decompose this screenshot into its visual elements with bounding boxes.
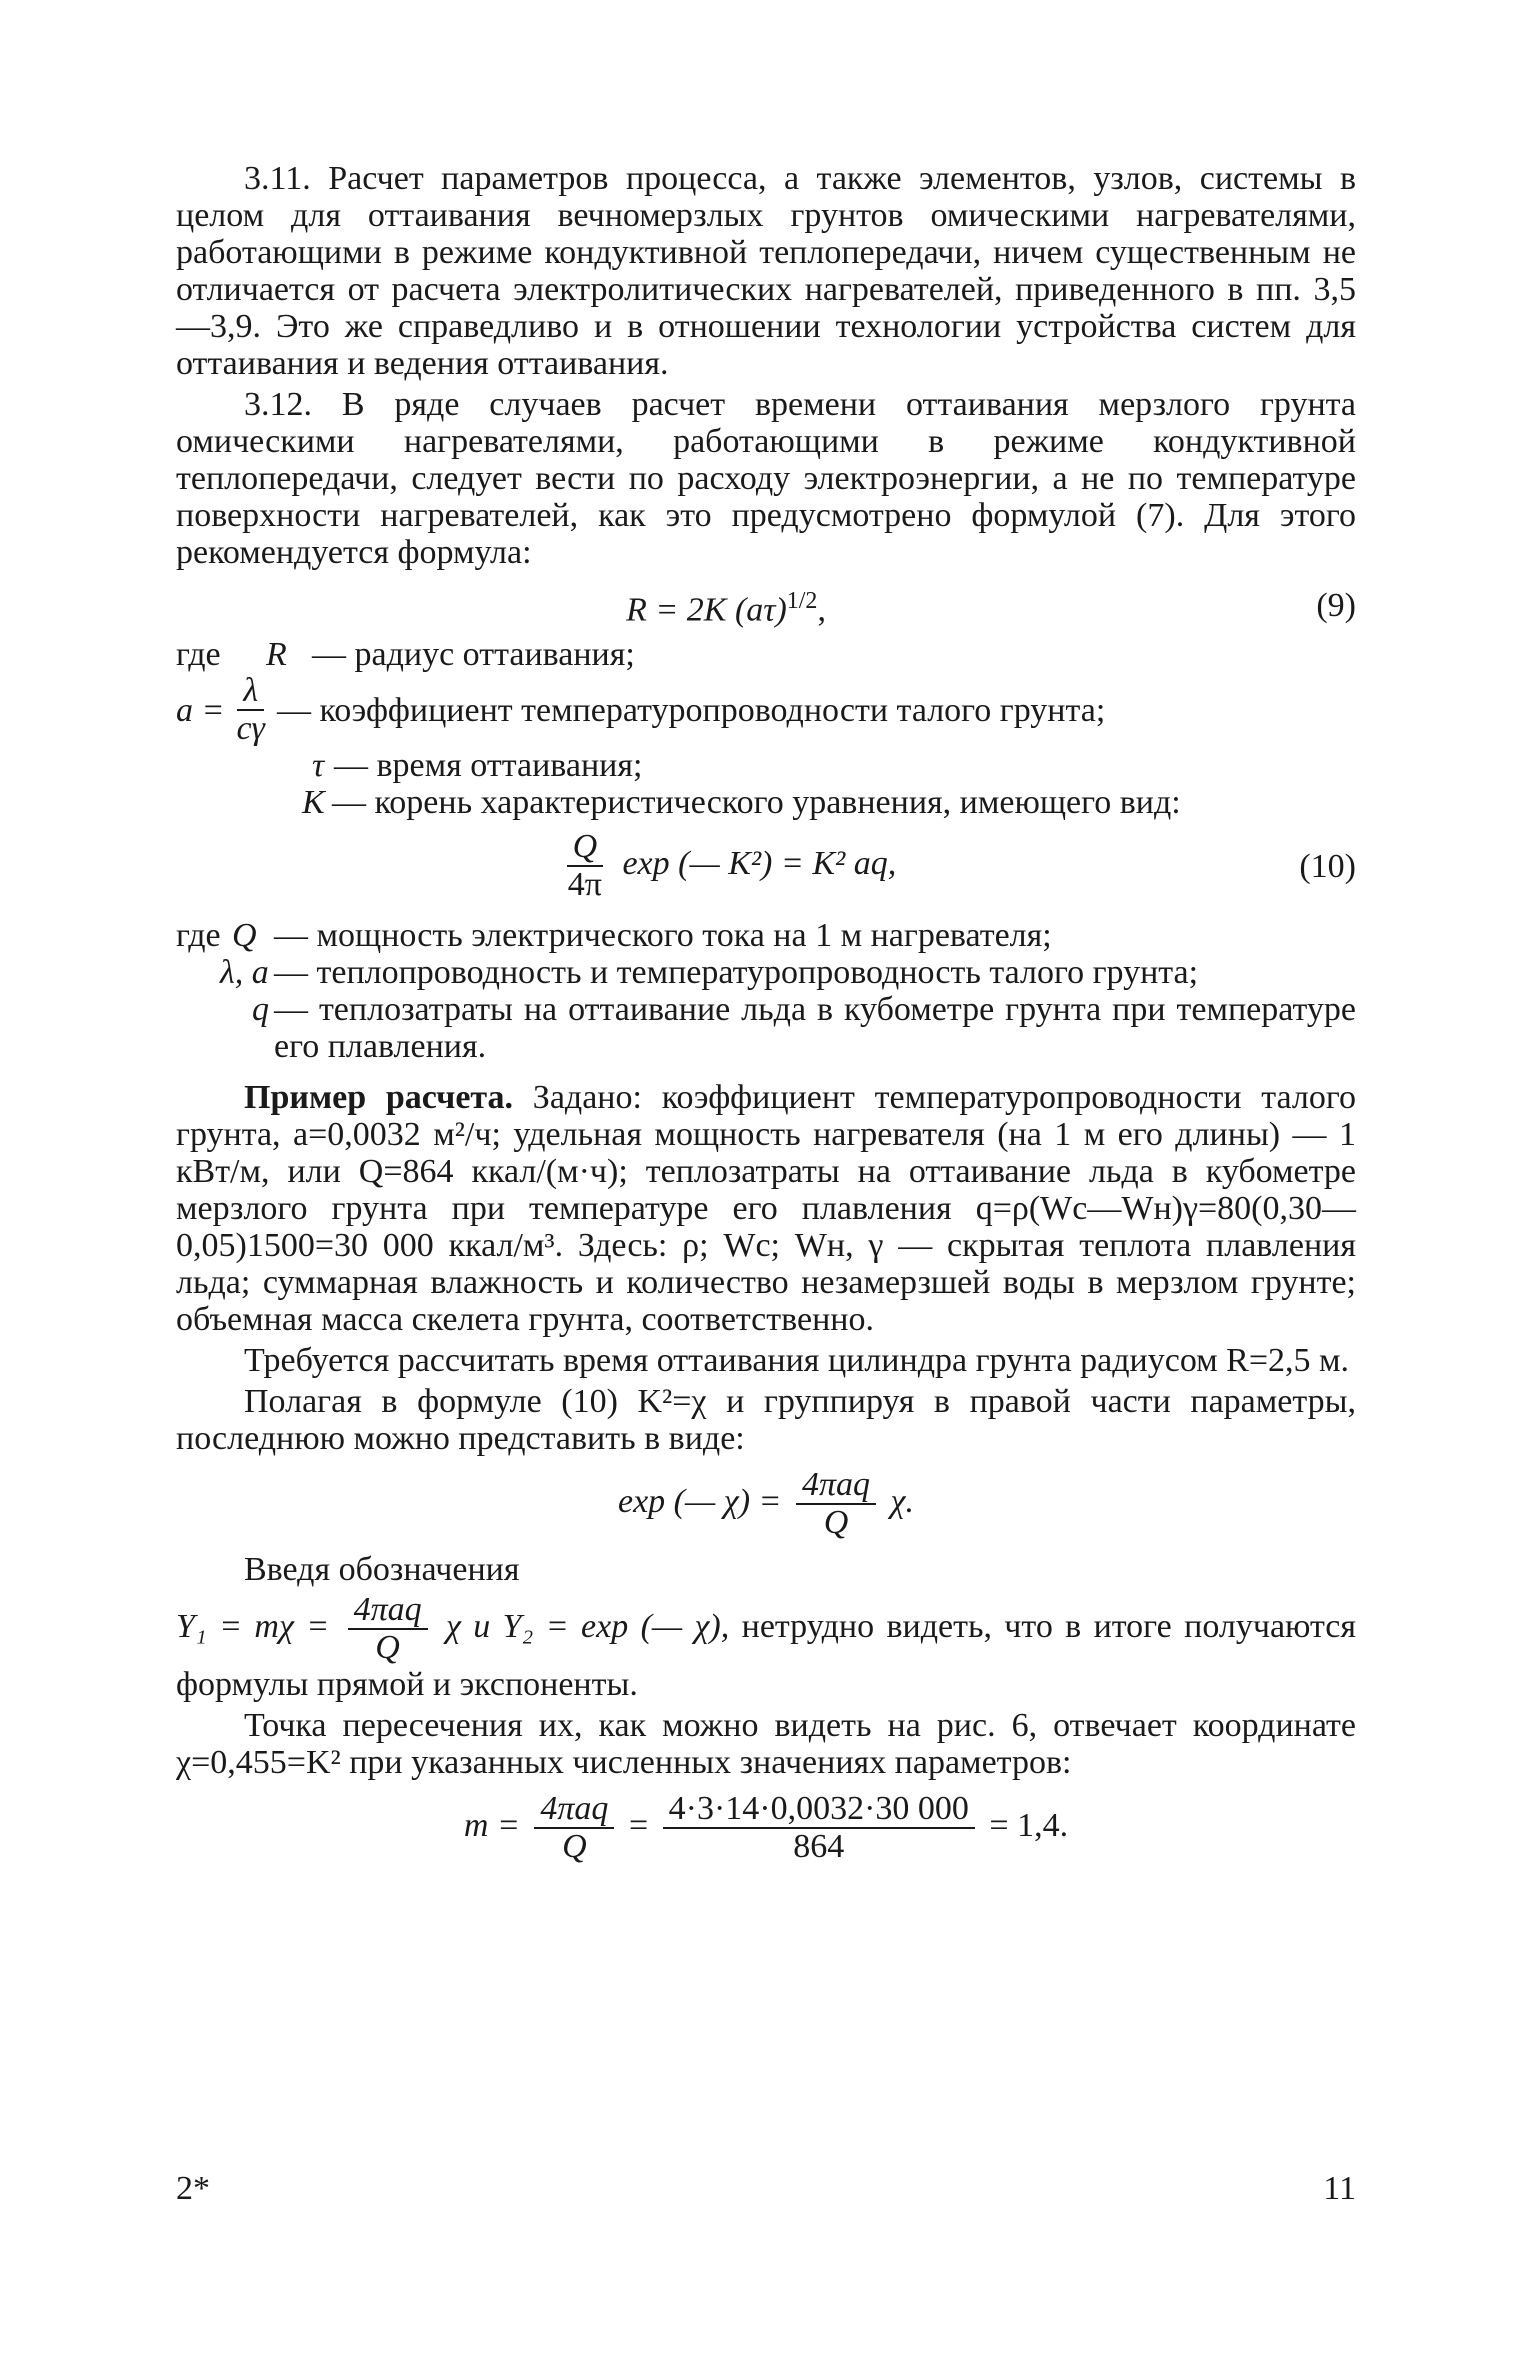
def-a <box>176 673 1356 747</box>
def-tau-symbol: τ <box>312 747 325 785</box>
eq-exp-den: Q <box>823 1504 849 1542</box>
eq-y-lhs: Y₁ = mχ = <box>176 1608 330 1646</box>
def-Q-text: — мощность электрического тока на 1 м нагревателя; <box>274 917 1052 955</box>
def-lambda-a-symbol: λ, a <box>220 954 269 992</box>
eq-exp-fraction <box>796 1467 876 1541</box>
def-K-symbol: K <box>302 784 325 822</box>
page-footer <box>176 2170 1356 2208</box>
eq10-fraction <box>562 829 608 903</box>
eq-m-den1: Q <box>562 1828 587 1866</box>
def-a-text: — коэффициент температуропроводности талого грунта; <box>276 691 1106 729</box>
eq9-tail: , <box>817 591 826 629</box>
example-paragraph <box>176 1079 1356 1338</box>
eq-m-num1: 4πaq <box>534 1791 614 1829</box>
def-Q <box>176 917 1356 954</box>
def-a-den: cγ <box>236 710 265 748</box>
def-K-text: — корень характеристического уравнения, имеющего вид: <box>332 784 1181 822</box>
def-Q-symbol: Q <box>232 917 257 955</box>
eq10-den: 4π <box>567 866 602 904</box>
paragraph-3-12: 3.12. В ряде случаев расчет времени оттаивания мерзлого грунта омическими нагревателями, работающими в режиме кондуктивной теплопередачи, следует вести по расходу электроэнергии, а не по температуре поверхности нагревателей, как это предусмотрено формулой (7). Для этого рекомендуется формула: <box>176 386 1356 571</box>
eq-exp-lhs: exp (— χ) = <box>618 1483 782 1521</box>
page-number: 11 <box>1323 2170 1356 2207</box>
example-text: Задано: коэффициент температуропроводности талого грунта, a=0,0032 м²/ч; удельная мощность нагревателя (на 1 м его длины) — 1 кВт/м, или Q=864 ккал/(м·ч); теплозатраты на оттаивание льда в кубометре мерзлого грунта при температуре его плавления q=ρ(Wс—Wн)γ=80(0,30—0,05)1500=30 000 ккал/м³. Здесь: ρ; Wс; Wн, γ — скрытая теплота плавления льда; суммарная влажность и количество незамерзшей воды в мерзлом грунте; объемная масса скелета грунта, соответственно. <box>176 1079 1356 1339</box>
eq-y-mid: χ и Y₂ = exp (— χ), <box>445 1608 730 1646</box>
eq-y-fraction <box>348 1592 428 1666</box>
def-a-lhs: a = <box>176 691 225 729</box>
eq-m-result: = 1,4. <box>989 1807 1069 1845</box>
eq-y-num: 4πaq <box>348 1592 428 1630</box>
paragraph-notation: Введя обозначения <box>244 1551 520 1589</box>
paragraph-intersection: Точка пересечения их, как можно видеть на рис. 6, отвечает координате χ=0,455=K² при указанных численных значениях параметров: <box>176 1707 1356 1782</box>
equation-9 <box>176 583 1356 628</box>
eq9-lhs: R = 2K (aτ) <box>626 591 787 629</box>
def-tau <box>176 747 1356 784</box>
eq-m-equals: = <box>628 1807 649 1845</box>
def-tau-text: — время оттаивания; <box>334 747 643 785</box>
def2-where: где <box>176 917 221 955</box>
def-lambda-a <box>176 954 1356 991</box>
def-a-num: λ <box>237 673 264 711</box>
eq9-sup: 1/2 <box>786 588 818 614</box>
signature-mark: 2* <box>176 2170 210 2207</box>
equation-m <box>176 1791 1356 1865</box>
equation-exp <box>176 1467 1356 1541</box>
eq-exp-tail: χ. <box>890 1483 914 1521</box>
equation-10 <box>176 829 1356 903</box>
def-q-symbol: q <box>252 991 269 1029</box>
paragraph-3-11: 3.11. Расчет параметров процесса, а также элементов, узлов, системы в целом для оттаивания вечномерзлых грунтов омическими нагревателями, работающими в режиме кондуктивной теплопередачи, ничем существенным не отличается от расчета электролитических нагревателей, приведенного в пп. 3,5—3,9. Это же справедливо и в отношении технологии устройства систем для оттаивания и ведения оттаивания. <box>176 160 1356 382</box>
def-R <box>176 636 1356 673</box>
eq-m-fraction-2 <box>663 1791 975 1865</box>
eq10-rest: exp (— K²) = K² aq, <box>622 845 897 883</box>
page-body <box>176 160 1356 1865</box>
eq-y-tail: нетрудно видеть, что в итоге получаются формулы прямой и экспоненты. <box>176 1608 1356 1704</box>
def-where: где <box>176 636 221 674</box>
paragraph-required: Требуется рассчитать время оттаивания цилиндра грунта радиусом R=2,5 м. <box>244 1342 1350 1380</box>
eq9-number: (9) <box>1316 587 1356 625</box>
def-q-text: — теплозатраты на оттаивание льда в кубометре грунта при температуре его плавления. <box>274 991 1356 1066</box>
def-lambda-a-text: — теплопроводность и температуропроводность талого грунта; <box>274 954 1199 992</box>
paragraph-assuming: Полагая в формуле (10) K²=χ и группируя в правой части параметры, последнюю можно представить в виде: <box>176 1383 1356 1458</box>
def-a-fraction <box>230 673 271 747</box>
definitions-2 <box>176 917 1356 1065</box>
def-R-symbol: R <box>266 636 287 674</box>
eq-m-lhs: m = <box>463 1807 520 1845</box>
eq-y-den: Q <box>375 1629 400 1667</box>
eq-m-den2: 864 <box>793 1828 845 1866</box>
definitions-1 <box>176 636 1356 821</box>
eq10-num: Q <box>567 829 604 867</box>
example-label: Пример расчета. <box>244 1079 514 1117</box>
eq10-number: (10) <box>1299 847 1356 885</box>
equation-y <box>176 1592 1356 1703</box>
def-q <box>176 991 1356 1065</box>
eq-m-fraction-1 <box>534 1791 614 1865</box>
def-R-text: — радиус оттаивания; <box>312 636 635 674</box>
eq-exp-num: 4πaq <box>796 1467 876 1505</box>
eq-m-num2: 4·3·14·0,0032·30 000 <box>663 1791 975 1829</box>
def-K <box>176 784 1356 821</box>
